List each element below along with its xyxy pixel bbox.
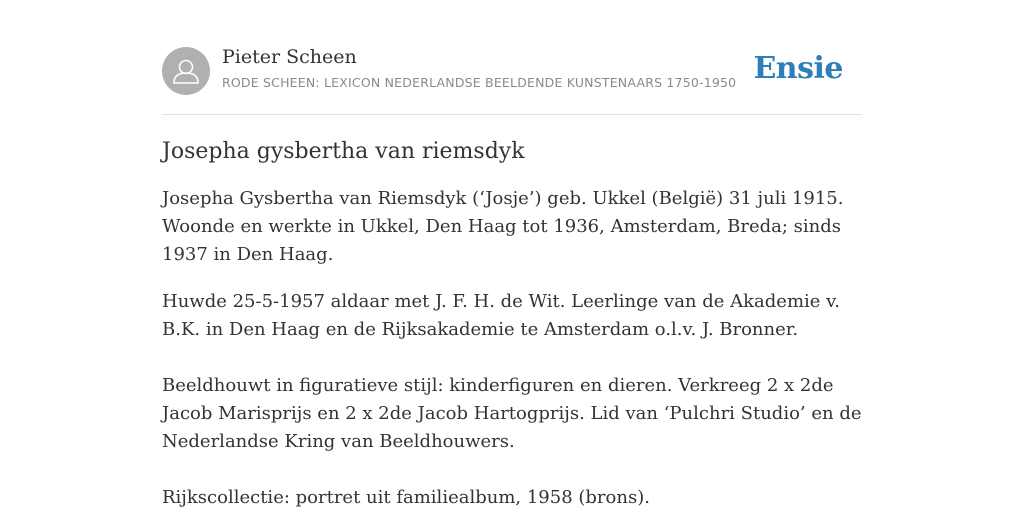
ensie-logo[interactable]: Ensie: [753, 51, 843, 86]
paragraph-spacer: [162, 456, 866, 484]
article-header: [162, 46, 862, 115]
article-paragraph: Huwde 25-5-1957 aldaar met J. F. H. de Wit. Leerlinge van de Akademie v. B.K. in Den Haag en de Rijksakademie te Amsterdam o.l.v. J. Bronner.: [162, 291, 840, 340]
author-avatar[interactable]: [162, 47, 210, 95]
article-content: [162, 136, 866, 512]
article-paragraph: Josepha Gysbertha van Riemsdyk (‘Josje’) geb. Ukkel (België) 31 juli 1915. Woonde en werkte in Ukkel, Den Haag tot 1936, Amsterdam, Breda; sinds 1937 in Den Haag.: [162, 188, 844, 265]
user-icon: [162, 47, 210, 95]
article-paragraph: Rijkscollectie: portret uit familiealbum, 1958 (brons).: [162, 487, 650, 508]
source-title[interactable]: RODE SCHEEN: LEXICON NEDERLANDSE BEELDENDE KUNSTENAARS 1750-1950: [222, 75, 737, 90]
article-title: Josepha gysbertha van riemsdyk: [162, 139, 525, 164]
article-paragraph: Beeldhouwt in figuratieve stijl: kinderfiguren en dieren. Verkreeg 2 x 2de Jacob Marisprijs en 2 x 2de Jacob Hartogprijs. Lid van ‘Pulchri Studio’ en de Nederlandse Kring van Beeldhouwers.: [162, 375, 862, 452]
author-name[interactable]: Pieter Scheen: [222, 46, 357, 68]
